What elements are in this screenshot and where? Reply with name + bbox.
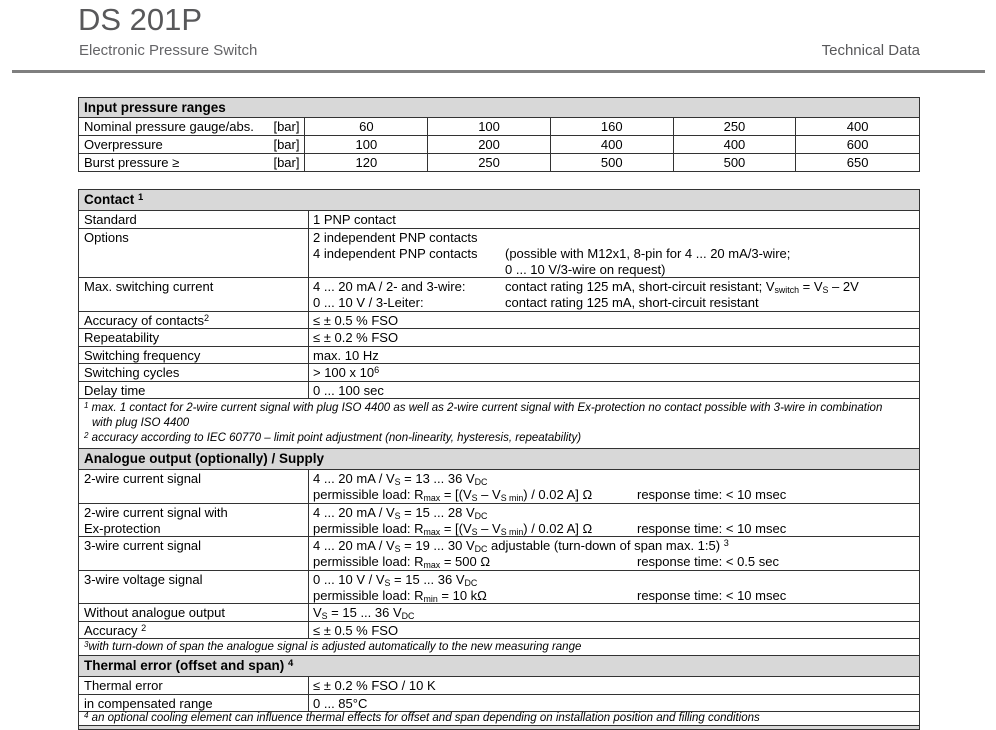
- spec-value-line: [313, 230, 919, 246]
- spec-row: [79, 470, 919, 504]
- pressure-cell: 250: [428, 154, 551, 172]
- pressure-row-label-cell: [79, 136, 305, 153]
- spec-value-text: 4 ... 20 mA / $V_S = 13$ ... 36 $V_{DC}$: [313, 471, 488, 488]
- spec-row-value: [309, 211, 919, 228]
- spec-label-line: 2-wire current signal with: [84, 504, 228, 520]
- spec-value-text: permissible load: $R_{max} = 500$ Ω: [313, 554, 491, 571]
- pressure-cell: 400: [846, 119, 869, 134]
- spec-row-label: [79, 571, 309, 604]
- pressure-cell: 160: [551, 118, 674, 135]
- spec-row: [79, 571, 919, 605]
- pressure-cell: 400: [674, 136, 797, 153]
- footnote-row: [79, 399, 919, 449]
- spec-label-line: Ex-protection: [84, 520, 161, 536]
- spec-value-text: 0 ... 100 sec: [313, 382, 384, 398]
- spec-label-line: Accuracy of contacts$^2$: [84, 312, 210, 328]
- spec-value-line: [313, 487, 919, 503]
- spec-row-value: [309, 677, 919, 694]
- spec-value-text: 0 ... 10 $V / V_S = 15$ ... 36 $V_{DC}$: [313, 571, 478, 588]
- pressure-cell: 200: [428, 136, 551, 153]
- spec-label-line: in compensated range: [84, 695, 213, 711]
- pressure-row-label-cell: [79, 118, 305, 135]
- spec-row-label: [79, 364, 309, 381]
- spec-value-line: [313, 313, 919, 329]
- spec-value-text: permissible load: $R_{max} = [(V_S - V_{S min}) / 0.02$ A] Ω: [313, 487, 593, 504]
- pressure-row-unit: [bar]: [273, 155, 300, 170]
- spec-value-text: 4 independent PNP contacts: [313, 245, 478, 261]
- section-header: Analogue output (optionally) / Supply: [79, 449, 919, 470]
- spec-row-label: [79, 229, 309, 278]
- spec-row: [79, 604, 919, 622]
- header-rule: [12, 70, 985, 73]
- spec-value-text: ≤ ± 0.2 % FSO: [313, 330, 399, 345]
- spec-row-value: [309, 278, 919, 311]
- pressure-row: [79, 154, 919, 172]
- spec-value-text: permissible load: $R_{min} = 10$ kΩ: [313, 587, 487, 604]
- spec-value-text: 4 ... 20 mA / 2- and 3-wire:: [313, 279, 466, 294]
- section-header: Contact $^1$: [79, 190, 919, 211]
- pressure-cell: 250: [674, 118, 797, 135]
- spec-value-line: [313, 330, 919, 346]
- spec-row-label: [79, 211, 309, 228]
- spec-row: [79, 677, 919, 695]
- spec-value-text: response time: < 10 msec: [637, 487, 787, 503]
- spec-label-line: 2-wire current signal: [84, 471, 202, 486]
- spec-row: [79, 622, 919, 640]
- pressure-row-label: Overpressure: [84, 137, 163, 152]
- spec-value-text: response time: < 10 msec: [637, 520, 787, 536]
- spec-value-line: [313, 279, 919, 295]
- spec-value-line: [313, 365, 919, 381]
- spec-value-text: permissible load: $R_{max} = [(V_S - V_{S min}) / 0.02$ A] Ω: [313, 520, 593, 537]
- spec-row-label: [79, 278, 309, 311]
- pressure-table: [78, 97, 920, 172]
- spec-row-label: [79, 329, 309, 346]
- spec-label-line: 3-wire voltage signal: [84, 571, 203, 587]
- footnote-row: [79, 712, 919, 726]
- section-header: Thermal error (offset and span) $^4$: [79, 656, 919, 677]
- pressure-cell: 500: [551, 154, 674, 172]
- pressure-row-label-cell: [79, 154, 305, 172]
- spec-row: [79, 537, 919, 571]
- pressure-cell: 600: [846, 137, 869, 152]
- spec-value-line: [313, 471, 919, 487]
- spec-row-label: [79, 537, 309, 570]
- spec-value-text: 0 ... 10 V/3-wire on request): [505, 261, 666, 277]
- spec-value-line: [313, 678, 919, 694]
- page-subtitle: Electronic Pressure Switch: [79, 42, 258, 59]
- spec-value-text: ≤ ± 0.2 % FSO / 10 K: [313, 678, 436, 693]
- spec-value-text: contact rating 125 mA, short-circuit resistant; $V_{switch} = V_S - 2V$: [505, 279, 859, 296]
- spec-row: [79, 312, 919, 330]
- pressure-cell: 650: [846, 155, 869, 170]
- spec-row: [79, 211, 919, 229]
- spec-row: [79, 382, 919, 400]
- spec-label-line: Thermal error: [84, 678, 163, 693]
- spec-value-text: ≤ ± 0.5 % FSO: [313, 622, 399, 638]
- pressure-row: [79, 118, 919, 136]
- spec-row-label: [79, 347, 309, 364]
- spec-label-line: Delay time: [84, 382, 146, 398]
- spec-label-line: Standard: [84, 212, 137, 227]
- spec-row: [79, 504, 919, 538]
- spec-row-label: [79, 622, 309, 639]
- spec-label-line: Without analogue output: [84, 605, 225, 620]
- pressure-cell: 500: [674, 154, 797, 172]
- spec-row-value: [309, 329, 919, 346]
- spec-label-line: 3-wire current signal: [84, 538, 202, 553]
- spec-label-line: Options: [84, 229, 129, 245]
- spec-row-label: [79, 695, 309, 712]
- spec-row-value: [309, 695, 919, 712]
- spec-row-value: [309, 537, 919, 570]
- spec-value-text: ≤ ± 0.5 % FSO: [313, 312, 399, 328]
- pressure-row: [79, 136, 919, 154]
- footnote-text: $^3$with turn-down of span the analogue signal is adjusted automatically to the new measuring range: [84, 639, 582, 653]
- spec-row-value: [309, 571, 919, 604]
- spec-value-line: [313, 521, 919, 537]
- spec-label-line: Repeatability: [84, 330, 160, 345]
- spec-row-label: [79, 382, 309, 399]
- partial-section-bar: [79, 726, 919, 730]
- spec-value-line: [313, 605, 919, 621]
- spec-value-line: [313, 623, 919, 639]
- spec-row-value: [309, 347, 919, 364]
- spec-label-line: Switching frequency: [84, 347, 201, 363]
- spec-row-label: [79, 470, 309, 503]
- spec-row-value: [309, 504, 919, 537]
- spec-row-value: [309, 312, 919, 329]
- pressure-row-label: Burst pressure ≥: [84, 155, 180, 170]
- spec-row-value: [309, 364, 919, 381]
- footnote-row: [79, 639, 919, 656]
- pressure-cell: 60: [305, 118, 428, 135]
- doc-type-label: Technical Data: [821, 42, 920, 59]
- spec-row-value: [309, 382, 919, 399]
- pressure-cell: 100: [305, 136, 428, 153]
- spec-value-line: [313, 572, 919, 588]
- spec-value-line: [313, 246, 919, 262]
- spec-value-line: [313, 538, 919, 554]
- spec-row-value: [309, 229, 919, 278]
- spec-value-text: 2 independent PNP contacts: [313, 229, 478, 245]
- spec-value-text: response time: < 0.5 sec: [637, 554, 779, 570]
- pressure-table-title: Input pressure ranges: [79, 98, 919, 118]
- pressure-row-unit: [bar]: [273, 137, 300, 152]
- spec-label-line: Switching cycles: [84, 365, 180, 380]
- spec-value-line: [313, 505, 919, 521]
- pressure-row-label: Nominal pressure gauge/abs.: [84, 119, 254, 134]
- spec-value-line: [313, 588, 919, 604]
- spec-value-line: [313, 348, 919, 364]
- spec-row-value: [309, 470, 919, 503]
- spec-row: [79, 364, 919, 382]
- spec-value-text: 0 ... 85°C: [313, 695, 368, 711]
- spec-value-line: [313, 554, 919, 570]
- pressure-cell: 100: [428, 118, 551, 135]
- pressure-cell: 400: [551, 136, 674, 153]
- spec-value-text: response time: < 10 msec: [637, 587, 787, 603]
- spec-row-label: [79, 504, 309, 537]
- spec-value-line: [313, 212, 919, 228]
- pressure-row-unit: [bar]: [273, 119, 300, 134]
- footnote-text: $^1$ max. 1 contact for 2-wire current signal with plug ISO 4400 as well as 2-wire current signal with Ex-protection no contact possible with 3-wire in combination with plug ISO 4400: [84, 400, 883, 429]
- pressure-table-rows: [79, 118, 919, 172]
- spec-value-text: 4 ... 20 mA / $V_S = 19$ ... 30 $V_{DC}$ adjustable (turn-down of span max. 1:5) $^3$: [313, 538, 729, 555]
- pressure-cell: 120: [305, 154, 428, 172]
- spec-row-value: [309, 622, 919, 639]
- spec-value-line: [313, 696, 919, 712]
- spec-value-text: max. 10 Hz: [313, 347, 379, 363]
- spec-row-value: [309, 604, 919, 621]
- spec-value-text: 1 PNP contact: [313, 212, 396, 227]
- spec-row-label: [79, 677, 309, 694]
- spec-value-line: [313, 383, 919, 399]
- page-title: DS 201P: [78, 2, 203, 37]
- spec-row: [79, 695, 919, 713]
- spec-value-text: $V_S = 15$ ... 36 $V_{DC}$: [313, 605, 415, 622]
- footnote-text: $^4$ an optional cooling element can influence thermal effects for offset and span depending on installation position and filling conditions: [84, 710, 760, 724]
- spec-row: [79, 329, 919, 347]
- spec-row-label: [79, 312, 309, 329]
- spec-row-label: [79, 604, 309, 621]
- spec-value-text: > 100 x $10^6$: [313, 365, 380, 380]
- spec-value-text: 4 ... 20 mA / $V_S = 15$ ... 28 $V_{DC}$: [313, 504, 488, 521]
- spec-row: [79, 229, 919, 279]
- footnote-text: $^2$ accuracy according to IEC 60770 – limit point adjustment (non-linearity, hysteresis, repeatability): [84, 430, 582, 444]
- spec-label-line: Max. switching current: [84, 279, 214, 294]
- spec-value-line: [313, 262, 919, 278]
- spec-table: [78, 189, 920, 730]
- spec-row: [79, 278, 919, 312]
- spec-value-text: (possible with M12x1, 8-pin for 4 ... 20 mA/3-wire;: [505, 245, 791, 261]
- spec-label-line: Accuracy $^2$: [84, 622, 147, 638]
- spec-value-text: contact rating 125 mA, short-circuit resistant: [505, 295, 759, 311]
- spec-value-text: 0 ... 10 V / 3-Leiter:: [313, 295, 424, 311]
- spec-row: [79, 347, 919, 365]
- spec-value-line: [313, 295, 919, 311]
